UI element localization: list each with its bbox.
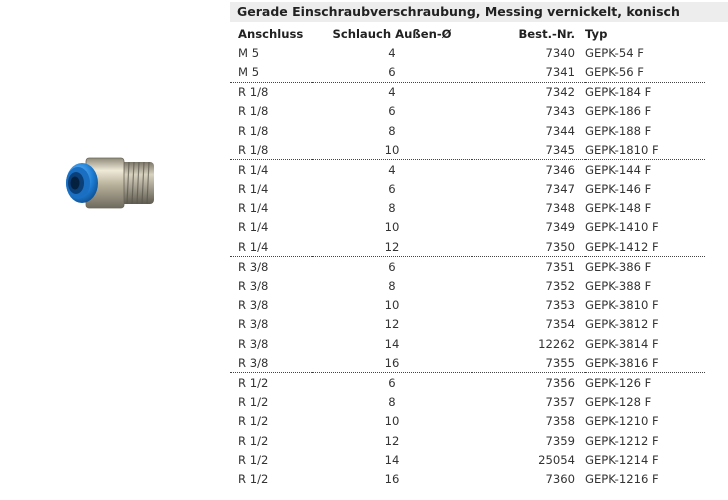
table-header-row [230, 24, 705, 43]
cell-schlauch: 10 [384, 142, 400, 157]
cell-typ: GEPK-184 F [585, 82, 705, 102]
cell-anschluss: R 3/8 [238, 355, 269, 370]
cell-bestnr: 7346 [472, 160, 585, 180]
cell-anschluss: R 1/4 [238, 239, 269, 254]
cell-anschluss: R 1/8 [238, 142, 269, 157]
cell-anschluss: R 3/8 [238, 336, 269, 351]
cell-typ: GEPK-3814 F [585, 336, 659, 351]
cell-schlauch: 14 [384, 452, 400, 467]
cell-schlauch: 6 [388, 64, 396, 79]
cell-schlauch: 12 [384, 433, 400, 448]
cell-anschluss: R 1/2 [238, 395, 269, 410]
cell-bestnr: 7349 [545, 220, 575, 235]
cell-typ: GEPK-126 F [585, 373, 705, 393]
cell-typ: GEPK-146 F [585, 182, 652, 197]
cell-typ: GEPK-1216 F [585, 471, 659, 486]
cell-anschluss: R 1/8 [238, 123, 269, 138]
cell-bestnr: 7354 [545, 317, 575, 332]
cell-bestnr: 7359 [545, 433, 575, 448]
cell-typ: GEPK-388 F [585, 279, 652, 294]
table-row [230, 102, 705, 121]
table-title: Gerade Einschraubverschraubung, Messing vernickelt, konisch [230, 2, 728, 22]
cell-typ: GEPK-386 F [585, 257, 705, 277]
table-row [230, 237, 705, 257]
cell-anschluss: R 1/8 [238, 104, 269, 119]
table-row [230, 469, 705, 488]
cell-typ: GEPK-148 F [585, 201, 652, 216]
cell-bestnr: 7356 [472, 373, 585, 393]
table-row [230, 276, 705, 295]
cell-anschluss: R 3/8 [230, 257, 312, 277]
table-row [230, 353, 705, 373]
cell-anschluss: R 1/4 [238, 182, 269, 197]
cell-schlauch: 6 [312, 257, 472, 277]
cell-typ: GEPK-54 F [585, 45, 644, 60]
cell-bestnr: 7344 [545, 123, 575, 138]
table-row [230, 393, 705, 412]
cell-schlauch: 10 [384, 414, 400, 429]
cell-schlauch: 14 [384, 336, 400, 351]
cell-schlauch: 6 [312, 373, 472, 393]
cell-bestnr: 7352 [545, 279, 575, 294]
cell-schlauch: 6 [388, 104, 396, 119]
cell-typ: GEPK-128 F [585, 395, 652, 410]
cell-bestnr: 7350 [545, 239, 575, 254]
cell-anschluss: R 1/2 [238, 414, 269, 429]
cell-anschluss: R 1/4 [238, 201, 269, 216]
fittings-table [230, 24, 705, 489]
table-row [230, 412, 705, 431]
cell-anschluss: M 5 [238, 64, 260, 79]
cell-schlauch: 4 [312, 160, 472, 180]
cell-bestnr: 12262 [538, 336, 575, 351]
cell-schlauch: 12 [384, 239, 400, 254]
header-typ: Typ [585, 26, 608, 41]
cell-schlauch: 8 [388, 279, 396, 294]
cell-anschluss: M 5 [238, 45, 260, 60]
cell-anschluss: R 3/8 [238, 279, 269, 294]
cell-bestnr: 7357 [545, 395, 575, 410]
cell-typ: GEPK-1412 F [585, 239, 659, 254]
push-in-fitting-icon [58, 148, 160, 218]
table-row [230, 450, 705, 469]
cell-schlauch: 16 [384, 471, 400, 486]
cell-bestnr: 7355 [545, 355, 575, 370]
table-row [230, 373, 705, 393]
table-row [230, 62, 705, 82]
cell-schlauch: 4 [388, 45, 396, 60]
cell-schlauch: 6 [388, 182, 396, 197]
cell-bestnr: 7340 [545, 45, 575, 60]
table-row [230, 43, 705, 62]
cell-schlauch: 10 [384, 298, 400, 313]
table-row [230, 180, 705, 199]
table-row [230, 431, 705, 450]
table-row [230, 82, 705, 102]
cell-typ: GEPK-56 F [585, 64, 644, 79]
cell-bestnr: 7341 [545, 64, 575, 79]
cell-typ: GEPK-1214 F [585, 452, 659, 467]
table-row [230, 334, 705, 353]
cell-anschluss: R 3/8 [238, 317, 269, 332]
cell-bestnr: 7342 [472, 82, 585, 102]
cell-bestnr: 7343 [545, 104, 575, 119]
cell-schlauch: 4 [312, 82, 472, 102]
cell-typ: GEPK-3810 F [585, 298, 659, 313]
cell-schlauch: 10 [384, 220, 400, 235]
cell-bestnr: 7348 [545, 201, 575, 216]
header-bestnr: Best.-Nr. [518, 26, 575, 41]
cell-anschluss: R 1/2 [238, 433, 269, 448]
cell-schlauch: 8 [388, 123, 396, 138]
cell-anschluss: R 1/4 [238, 220, 269, 235]
header-schlauch: Schlauch Außen-Ø [332, 26, 452, 41]
cell-typ: GEPK-1810 F [585, 142, 659, 157]
cell-bestnr: 7347 [545, 182, 575, 197]
cell-schlauch: 16 [384, 355, 400, 370]
cell-anschluss: R 1/4 [230, 160, 312, 180]
cell-anschluss: R 1/2 [238, 471, 269, 486]
cell-schlauch: 8 [388, 395, 396, 410]
cell-typ: GEPK-1212 F [585, 433, 659, 448]
table-row [230, 296, 705, 315]
cell-bestnr: 7351 [472, 257, 585, 277]
table-row [230, 257, 705, 277]
table-row [230, 199, 705, 218]
cell-typ: GEPK-1210 F [585, 414, 659, 429]
table-row [230, 218, 705, 237]
table-row [230, 140, 705, 160]
cell-bestnr: 7345 [545, 142, 575, 157]
header-anschluss: Anschluss [238, 26, 304, 41]
cell-anschluss: R 1/2 [238, 452, 269, 467]
table-row [230, 160, 705, 180]
table-row [230, 121, 705, 140]
cell-typ: GEPK-3812 F [585, 317, 659, 332]
cell-anschluss: R 1/2 [230, 373, 312, 393]
cell-bestnr: 7358 [545, 414, 575, 429]
cell-typ: GEPK-186 F [585, 104, 652, 119]
table-row [230, 315, 705, 334]
cell-anschluss: R 1/8 [230, 82, 312, 102]
cell-typ: GEPK-1410 F [585, 220, 659, 235]
cell-bestnr: 25054 [538, 452, 575, 467]
cell-schlauch: 8 [388, 201, 396, 216]
cell-typ: GEPK-144 F [585, 160, 705, 180]
cell-anschluss: R 3/8 [238, 298, 269, 313]
cell-typ: GEPK-3816 F [585, 355, 659, 370]
cell-bestnr: 7353 [545, 298, 575, 313]
cell-schlauch: 12 [384, 317, 400, 332]
cell-typ: GEPK-188 F [585, 123, 652, 138]
cell-bestnr: 7360 [545, 471, 575, 486]
